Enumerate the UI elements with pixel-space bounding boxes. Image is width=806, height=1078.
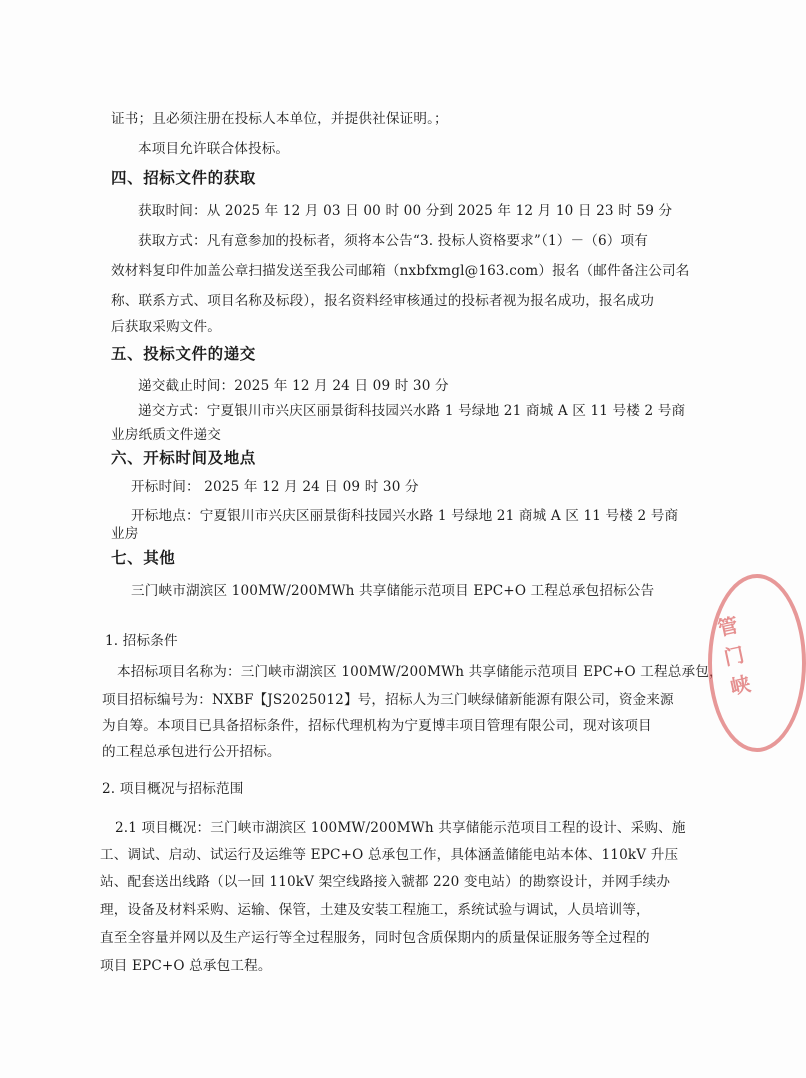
text-line: 开标地点：宁夏银川市兴庆区丽景街科技园兴水路 1 号绿地 21 商城 A 区 11 号楼 2 号商 — [131, 508, 679, 524]
text-line: 站、配套送出线路（以一回 110kV 架空线路接入虢都 220 变电站）的勘察设计，并网手续办 — [100, 874, 671, 890]
text-line: 2. 项目概况与招标范围 — [102, 781, 244, 797]
text-line: 项目招标编号为：NXBF【JS2025012】号，招标人为三门峡绿储新能源有限公司，资金来源 — [102, 692, 674, 708]
section-heading: 六、开标时间及地点 — [111, 449, 256, 467]
text-line: 本项目允许联合体投标。 — [138, 141, 290, 157]
text-line: 业房 — [111, 526, 139, 542]
text-line: 证书；且必须注册在投标人本单位，并提供社保证明。； — [111, 111, 448, 127]
text-line: 工、调试、启动、试运行及运维等 EPC+O 总承包工作，具体涵盖储能电站本体、110kV 升压 — [100, 847, 679, 863]
section-heading: 四、招标文件的获取 — [111, 169, 256, 187]
text-line: 获取方式：凡有意参加的投标者，须将本公告“3. 投标人资格要求”（1）－（6）项有 — [138, 233, 649, 249]
text-line: 2.1 项目概况：三门峡市湖滨区 100MW/200MWh 共享储能示范项目工程的设计、采购、施 — [115, 820, 686, 836]
text-line: 项目 EPC+O 总承包工程。 — [100, 958, 272, 974]
text-line: 本招标项目名称为：三门峡市湖滨区 100MW/200MWh 共享储能示范项目 EPC+O 工程总承包， — [117, 664, 723, 680]
section-heading: 七、其他 — [111, 549, 176, 567]
company-seal — [708, 574, 806, 752]
section-heading: 五、投标文件的递交 — [111, 345, 256, 363]
text-line: 效材料复印件加盖公章扫描发送至我公司邮箱（nxbfxmgl@163.com）报名（邮件备注公司名 — [111, 263, 690, 279]
text-line: 称、联系方式、项目名称及标段），报名资料经审核通过的投标者视为报名成功，报名成功 — [111, 293, 654, 309]
text-line: 理，设备及材料采购、运输、保管，土建及安装工程施工，系统试验与调试，人员培训等， — [100, 902, 650, 918]
text-line: 的工程总承包进行公开招标。 — [102, 744, 281, 760]
text-line: 三门峡市湖滨区 100MW/200MWh 共享储能示范项目 EPC+O 工程总承包招标公告 — [131, 583, 655, 599]
text-line: 获取时间：从 2025 年 12 月 03 日 00 时 00 分到 2025 年 12 月 10 日 23 时 59 分 — [138, 203, 673, 219]
text-line: 开标时间： 2025 年 12 月 24 日 09 时 30 分 — [131, 479, 419, 495]
text-line: 1. 招标条件 — [105, 633, 178, 649]
text-line: 业房纸质文件递交 — [111, 427, 221, 443]
text-line: 直至全容量并网以及生产运行等全过程服务，同时包含质保期内的质量保证服务等全过程的 — [100, 930, 650, 946]
text-line: 后获取采购文件。 — [111, 319, 221, 335]
text-line: 递交方式：宁夏银川市兴庆区丽景街科技园兴水路 1 号绿地 21 商城 A 区 11 号楼 2 号商 — [138, 403, 686, 419]
text-line: 递交截止时间：2025 年 12 月 24 日 09 时 30 分 — [138, 378, 449, 394]
seal-text: 管 门 峡 — [715, 612, 753, 700]
text-line: 为自筹。本项目已具备招标条件，招标代理机构为宁夏博丰项目管理有限公司，现对该项目 — [102, 718, 652, 734]
